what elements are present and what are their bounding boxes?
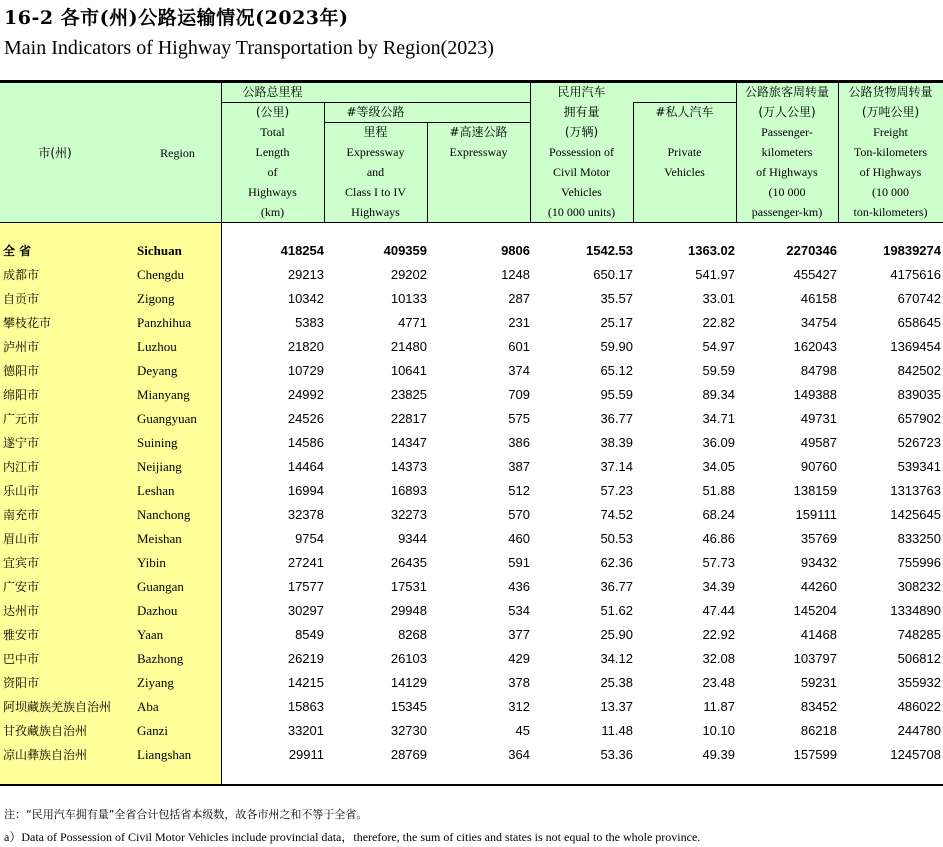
cell-passenger: 59231 (800, 675, 837, 690)
cell-expressway: 512 (508, 483, 530, 498)
cell-freight: 244780 (897, 723, 941, 738)
row-region-en: Bazhong (137, 651, 184, 666)
cell-private: 1363.02 (688, 243, 735, 258)
cell-total-length: 10342 (287, 291, 324, 306)
cell-total-length: 14586 (287, 435, 324, 450)
cell-graded: 28769 (390, 747, 427, 762)
cell-graded: 4771 (398, 315, 427, 330)
note-en: a）Data of Possession of Civil Motor Vehicles include provincial data，therefore, the sum of cities and states is not equal to the whole province. (4, 830, 701, 844)
table-row (0, 431, 943, 455)
table-header-rule (0, 222, 943, 223)
cell-graded: 15345 (390, 699, 427, 714)
cell-private: 34.05 (702, 459, 735, 474)
header-vehicles: 民用汽车 拥有量 (万辆) Possession of Civil Motor Vehicles (10 000 units) (547, 85, 616, 219)
row-name-cn: 攀枝花市 (3, 316, 52, 330)
cell-freight: 486022 (897, 699, 941, 714)
cell-expressway: 312 (508, 699, 530, 714)
cell-expressway: 377 (508, 627, 530, 642)
cell-private: 22.82 (702, 315, 735, 330)
cell-total-length: 418254 (280, 243, 324, 258)
cell-vehicles: 650.17 (593, 267, 633, 282)
row-region-en: Meishan (137, 531, 182, 546)
row-name-cn: 资阳市 (3, 676, 40, 690)
cell-total-length: 24992 (287, 387, 324, 402)
row-region-en: Liangshan (137, 747, 192, 762)
cell-total-length: 14464 (287, 459, 324, 474)
cell-passenger: 41468 (800, 627, 837, 642)
header-total-length: (公里) Total Length of Highways (km) (248, 105, 297, 219)
cell-vehicles: 53.36 (600, 747, 633, 762)
table-row (0, 335, 943, 359)
cell-total-length: 21820 (287, 339, 324, 354)
cell-freight: 657902 (897, 411, 941, 426)
header-graded: #等级公路 里程 Expressway and Class I to IV Highways (345, 105, 406, 219)
table-row (0, 551, 943, 575)
cell-passenger: 44260 (800, 579, 837, 594)
cell-vehicles: 36.77 (600, 579, 633, 594)
cell-graded: 14373 (390, 459, 427, 474)
row-name-cn: 广安市 (3, 580, 40, 594)
cell-freight: 748285 (897, 627, 941, 642)
table-row-total (0, 239, 943, 263)
header-length-group: 公路总里程 (242, 85, 303, 99)
cell-graded: 16893 (390, 483, 427, 498)
cell-total-length: 29213 (287, 267, 324, 282)
cell-passenger: 157599 (793, 747, 837, 762)
cell-total-length: 33201 (287, 723, 324, 738)
cell-passenger: 93432 (800, 555, 837, 570)
cell-total-length: 17577 (287, 579, 324, 594)
row-name-cn: 雅安市 (3, 628, 40, 642)
table-row (0, 503, 943, 527)
cell-vehicles: 11.48 (601, 723, 633, 738)
table-row (0, 287, 943, 311)
title-cn: 16-2 各市(州)公路运输情况(2023年) (4, 7, 349, 29)
row-region-en: Zigong (137, 291, 175, 306)
cell-private: 32.08 (702, 651, 735, 666)
table-row (0, 719, 943, 743)
cell-total-length: 26219 (287, 651, 324, 666)
cell-private: 57.73 (702, 555, 735, 570)
row-name-cn: 遂宁市 (3, 436, 40, 450)
cell-graded: 23825 (390, 387, 427, 402)
cell-vehicles: 34.12 (600, 651, 633, 666)
cell-private: 49.39 (702, 747, 735, 762)
cell-freight: 755996 (897, 555, 941, 570)
cell-vehicles: 1542.53 (586, 243, 633, 258)
row-region-en: Yaan (137, 627, 164, 642)
cell-vehicles: 65.12 (600, 363, 633, 378)
cell-vehicles: 38.39 (600, 435, 633, 450)
cell-vehicles: 25.38 (600, 675, 633, 690)
cell-private: 33.01 (702, 291, 735, 306)
cell-graded: 10641 (390, 363, 427, 378)
cell-total-length: 10729 (287, 363, 324, 378)
cell-passenger: 35769 (800, 531, 837, 546)
cell-total-length: 9754 (295, 531, 324, 546)
cell-private: 89.34 (702, 387, 735, 402)
cell-graded: 26435 (390, 555, 427, 570)
cell-passenger: 138159 (793, 483, 837, 498)
row-region-en: Yibin (137, 555, 166, 570)
row-region-en: Ganzi (137, 723, 169, 738)
cell-freight: 833250 (897, 531, 941, 546)
cell-expressway: 231 (508, 315, 530, 330)
cell-total-length: 32378 (287, 507, 324, 522)
cell-freight: 670742 (897, 291, 941, 306)
row-region-en: Deyang (137, 363, 178, 378)
table-row (0, 671, 943, 695)
cell-freight: 308232 (897, 579, 941, 594)
cell-passenger: 49731 (800, 411, 837, 426)
row-name-cn: 达州市 (3, 604, 40, 618)
cell-expressway: 570 (508, 507, 530, 522)
cell-private: 47.44 (702, 603, 735, 618)
cell-passenger: 162043 (793, 339, 837, 354)
cell-vehicles: 74.52 (600, 507, 633, 522)
cell-freight: 1369454 (890, 339, 941, 354)
cell-private: 10.10 (702, 723, 735, 738)
row-region-en: Guangyuan (137, 411, 197, 426)
cell-graded: 14129 (390, 675, 427, 690)
table-row (0, 383, 943, 407)
table-row (0, 407, 943, 431)
row-region-en: Luzhou (137, 339, 177, 354)
cell-graded: 32273 (390, 507, 427, 522)
header-city-cn: 市(州) (38, 146, 72, 160)
cell-graded: 9344 (398, 531, 427, 546)
cell-private: 59.59 (702, 363, 735, 378)
cell-private: 11.87 (703, 699, 735, 714)
header-private: #私人汽车 Private Vehicles (655, 105, 714, 179)
row-region-en: Sichuan (137, 243, 182, 258)
cell-passenger: 46158 (800, 291, 837, 306)
cell-freight: 355932 (897, 675, 941, 690)
table-row (0, 263, 943, 287)
cell-vehicles: 50.53 (600, 531, 633, 546)
cell-expressway: 436 (508, 579, 530, 594)
cell-graded: 29202 (390, 267, 427, 282)
row-name-cn: 眉山市 (3, 532, 40, 546)
row-name-cn: 巴中市 (3, 652, 40, 666)
cell-graded: 8268 (398, 627, 427, 642)
cell-freight: 1334890 (890, 603, 941, 618)
cell-vehicles: 25.17 (600, 315, 633, 330)
cell-passenger: 90760 (800, 459, 837, 474)
cell-passenger: 2270346 (786, 243, 837, 258)
table-row (0, 623, 943, 647)
cell-graded: 10133 (390, 291, 427, 306)
cell-total-length: 5383 (295, 315, 324, 330)
header-region-en: Region (160, 146, 195, 160)
cell-freight: 842502 (897, 363, 941, 378)
header-passenger: 公路旅客周转量 (万人公里) Passenger- kilometers of Highways (10 000 passenger-km) (744, 85, 829, 219)
row-name-cn: 泸州市 (3, 340, 40, 354)
row-region-en: Guangan (137, 579, 184, 594)
note-cn: 注：“民用汽车拥有量”全省合计包括省本级数，故各市州之和不等于全省。 (4, 808, 368, 821)
table-row (0, 455, 943, 479)
cell-graded: 32730 (390, 723, 427, 738)
cell-total-length: 24526 (287, 411, 324, 426)
cell-passenger: 149388 (793, 387, 837, 402)
table-row (0, 479, 943, 503)
cell-vehicles: 37.14 (600, 459, 633, 474)
row-name-cn: 南充市 (3, 508, 40, 522)
cell-graded: 29948 (390, 603, 427, 618)
cell-expressway: 374 (508, 363, 530, 378)
cell-vehicles: 95.59 (600, 387, 633, 402)
cell-private: 34.71 (702, 411, 735, 426)
header-freight: 公路货物周转量 (万吨公里) Freight Ton-kilometers of Highways (10 000 ton-kilometers) (848, 85, 933, 219)
cell-freight: 1313763 (890, 483, 941, 498)
row-name-cn: 阿坝藏族羌族自治州 (3, 700, 112, 714)
cell-expressway: 460 (508, 531, 530, 546)
row-region-en: Suining (137, 435, 178, 450)
cell-passenger: 34754 (800, 315, 837, 330)
cell-vehicles: 36.77 (600, 411, 633, 426)
row-name-cn: 宜宾市 (3, 556, 40, 570)
cell-expressway: 709 (508, 387, 530, 402)
cell-expressway: 364 (508, 747, 530, 762)
cell-private: 68.24 (702, 507, 735, 522)
cell-vehicles: 25.90 (600, 627, 633, 642)
cell-private: 46.86 (702, 531, 735, 546)
row-name-cn: 全 省 (3, 244, 32, 258)
cell-passenger: 86218 (800, 723, 837, 738)
table-row (0, 359, 943, 383)
row-name-cn: 绵阳市 (3, 388, 40, 402)
table-row (0, 575, 943, 599)
row-region-en: Panzhihua (137, 315, 192, 330)
table-bottom-rule (0, 784, 943, 786)
table-row (0, 647, 943, 671)
cell-freight: 658645 (897, 315, 941, 330)
cell-expressway: 575 (508, 411, 530, 426)
title-en: Main Indicators of Highway Transportation by Region(2023) (4, 37, 494, 59)
table-row (0, 743, 943, 767)
row-region-en: Dazhou (137, 603, 178, 618)
cell-expressway: 429 (508, 651, 530, 666)
cell-total-length: 14215 (287, 675, 324, 690)
cell-expressway: 9806 (501, 243, 530, 258)
cell-freight: 539341 (897, 459, 941, 474)
cell-graded: 21480 (390, 339, 427, 354)
cell-freight: 526723 (897, 435, 941, 450)
cell-graded: 14347 (390, 435, 427, 450)
cell-expressway: 387 (508, 459, 530, 474)
row-name-cn: 甘孜藏族自治州 (3, 724, 88, 738)
cell-passenger: 103797 (793, 651, 837, 666)
cell-vehicles: 51.62 (600, 603, 633, 618)
cell-expressway: 534 (508, 603, 530, 618)
cell-private: 54.97 (702, 339, 735, 354)
row-region-en: Mianyang (137, 387, 190, 402)
cell-passenger: 159111 (795, 507, 837, 522)
cell-total-length: 30297 (287, 603, 324, 618)
cell-vehicles: 59.90 (600, 339, 633, 354)
cell-vehicles: 35.57 (600, 291, 633, 306)
cell-passenger: 83452 (800, 699, 837, 714)
cell-expressway: 287 (508, 291, 530, 306)
cell-expressway: 591 (508, 555, 530, 570)
header-expressway: #高速公路 Expressway (449, 125, 508, 159)
cell-private: 34.39 (702, 579, 735, 594)
table-row (0, 695, 943, 719)
cell-graded: 22817 (390, 411, 427, 426)
row-region-en: Nanchong (137, 507, 191, 522)
cell-total-length: 8549 (295, 627, 324, 642)
cell-graded: 17531 (390, 579, 427, 594)
row-name-cn: 德阳市 (3, 364, 40, 378)
row-name-cn: 乐山市 (3, 484, 40, 498)
row-name-cn: 自贡市 (3, 292, 40, 306)
row-region-en: Chengdu (137, 267, 184, 282)
row-name-cn: 广元市 (3, 412, 40, 426)
cell-vehicles: 57.23 (600, 483, 633, 498)
cell-freight: 19839274 (883, 243, 941, 258)
cell-passenger: 84798 (800, 363, 837, 378)
cell-passenger: 455427 (793, 267, 837, 282)
row-region-en: Aba (137, 699, 159, 714)
cell-total-length: 27241 (287, 555, 324, 570)
cell-freight: 506812 (897, 651, 941, 666)
cell-freight: 1425645 (890, 507, 941, 522)
cell-expressway: 378 (508, 675, 530, 690)
table-row (0, 311, 943, 335)
cell-private: 23.48 (702, 675, 735, 690)
cell-expressway: 386 (508, 435, 530, 450)
cell-expressway: 1248 (501, 267, 530, 282)
row-name-cn: 内江市 (3, 460, 40, 474)
cell-vehicles: 13.37 (600, 699, 633, 714)
cell-graded: 26103 (390, 651, 427, 666)
cell-total-length: 16994 (287, 483, 324, 498)
cell-total-length: 29911 (288, 747, 324, 762)
cell-freight: 839035 (897, 387, 941, 402)
cell-total-length: 15863 (287, 699, 324, 714)
row-region-en: Ziyang (137, 675, 174, 690)
cell-expressway: 45 (515, 723, 530, 738)
cell-passenger: 49587 (800, 435, 837, 450)
row-region-en: Leshan (137, 483, 175, 498)
cell-freight: 1245708 (890, 747, 941, 762)
table-row (0, 599, 943, 623)
cell-graded: 409359 (383, 243, 427, 258)
cell-private: 36.09 (702, 435, 735, 450)
cell-private: 22.92 (702, 627, 735, 642)
cell-passenger: 145204 (793, 603, 837, 618)
row-name-cn: 凉山彝族自治州 (3, 748, 88, 762)
cell-vehicles: 62.36 (600, 555, 633, 570)
cell-private: 541.97 (695, 267, 735, 282)
cell-freight: 4175616 (890, 267, 941, 282)
row-region-en: Neijiang (137, 459, 182, 474)
cell-private: 51.88 (702, 483, 735, 498)
row-name-cn: 成都市 (3, 268, 40, 282)
cell-expressway: 601 (508, 339, 530, 354)
table-row (0, 527, 943, 551)
